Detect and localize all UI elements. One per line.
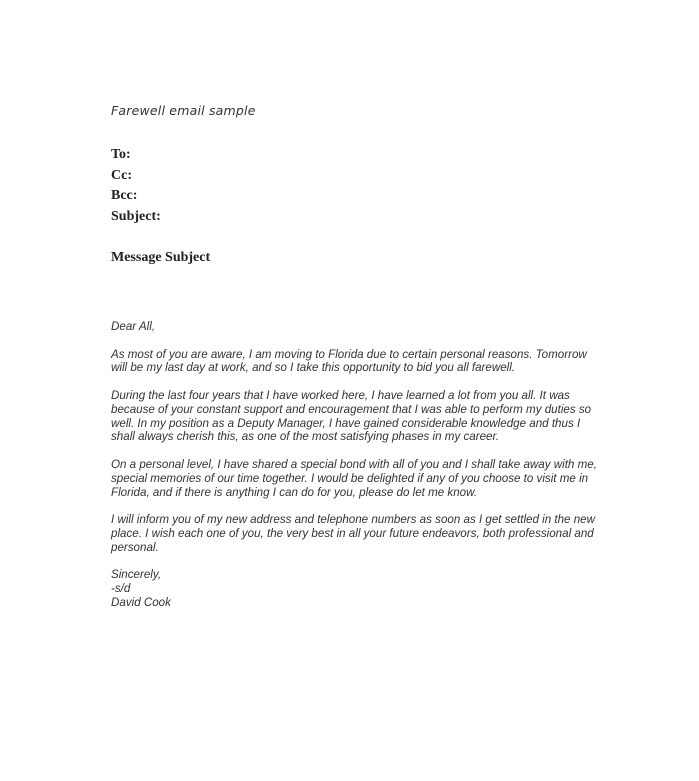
paragraph-line: During the last four years that I have worked here, I have learned a lot from you all. It was — [111, 388, 570, 402]
paragraph-line: Florida, and if there is anything I can do for you, please do let me know. — [111, 485, 478, 499]
greeting — [111, 320, 597, 334]
cc-label: Cc: — [111, 168, 132, 183]
autocorrect-mark: , — [151, 320, 156, 333]
closing-salutation: Sincerely, — [111, 568, 162, 582]
sender-name: David Cook — [111, 595, 171, 609]
body-paragraph — [111, 458, 597, 499]
paragraph-line: I will inform you of my new address and telephone numbers as soon as I get settled in the new — [111, 513, 595, 527]
to-label: To: — [111, 147, 131, 162]
message-subject: Message Subject — [111, 250, 211, 265]
body-paragraph — [111, 348, 597, 376]
paragraph-line: special memories of our time together. I would be delighted if any of you choose to visit me in — [111, 471, 589, 485]
signature-mark: -s/d — [111, 582, 131, 596]
paragraph-line: personal. — [111, 540, 159, 554]
body-paragraph — [111, 513, 597, 554]
paragraph-line: well. In my position as a Deputy Manager, I have gained considerable knowledge and thus I — [111, 416, 581, 430]
email-body — [111, 320, 597, 624]
bcc-label: Bcc: — [111, 188, 138, 203]
paragraph-line: As most of you are aware, I am moving to Florida due to certain personal reasons. Tomorrow — [111, 347, 587, 361]
subject-label: Subject: — [111, 209, 161, 224]
body-paragraph — [111, 389, 597, 444]
closing — [111, 568, 597, 609]
paragraph-line: because of your constant support and encouragement that I was able to perform my duties so — [111, 402, 592, 416]
paragraph-line: On a personal level, I have shared a special bond with all of you and I shall take away with me, — [111, 457, 597, 471]
greeting-text: Dear All — [111, 320, 152, 333]
document-title: Farewell email sample — [111, 103, 256, 118]
paragraph-line: place. I wish each one of you, the very best in all your future endeavors, both professional and — [111, 526, 594, 540]
paragraph-line: will be my last day at work, and so I take this opportunity to bid you all farewell. — [111, 361, 516, 375]
paragraphs — [111, 348, 597, 555]
paragraph-line: shall always cherish this, as one of the most satisfying phases in my career. — [111, 430, 500, 444]
